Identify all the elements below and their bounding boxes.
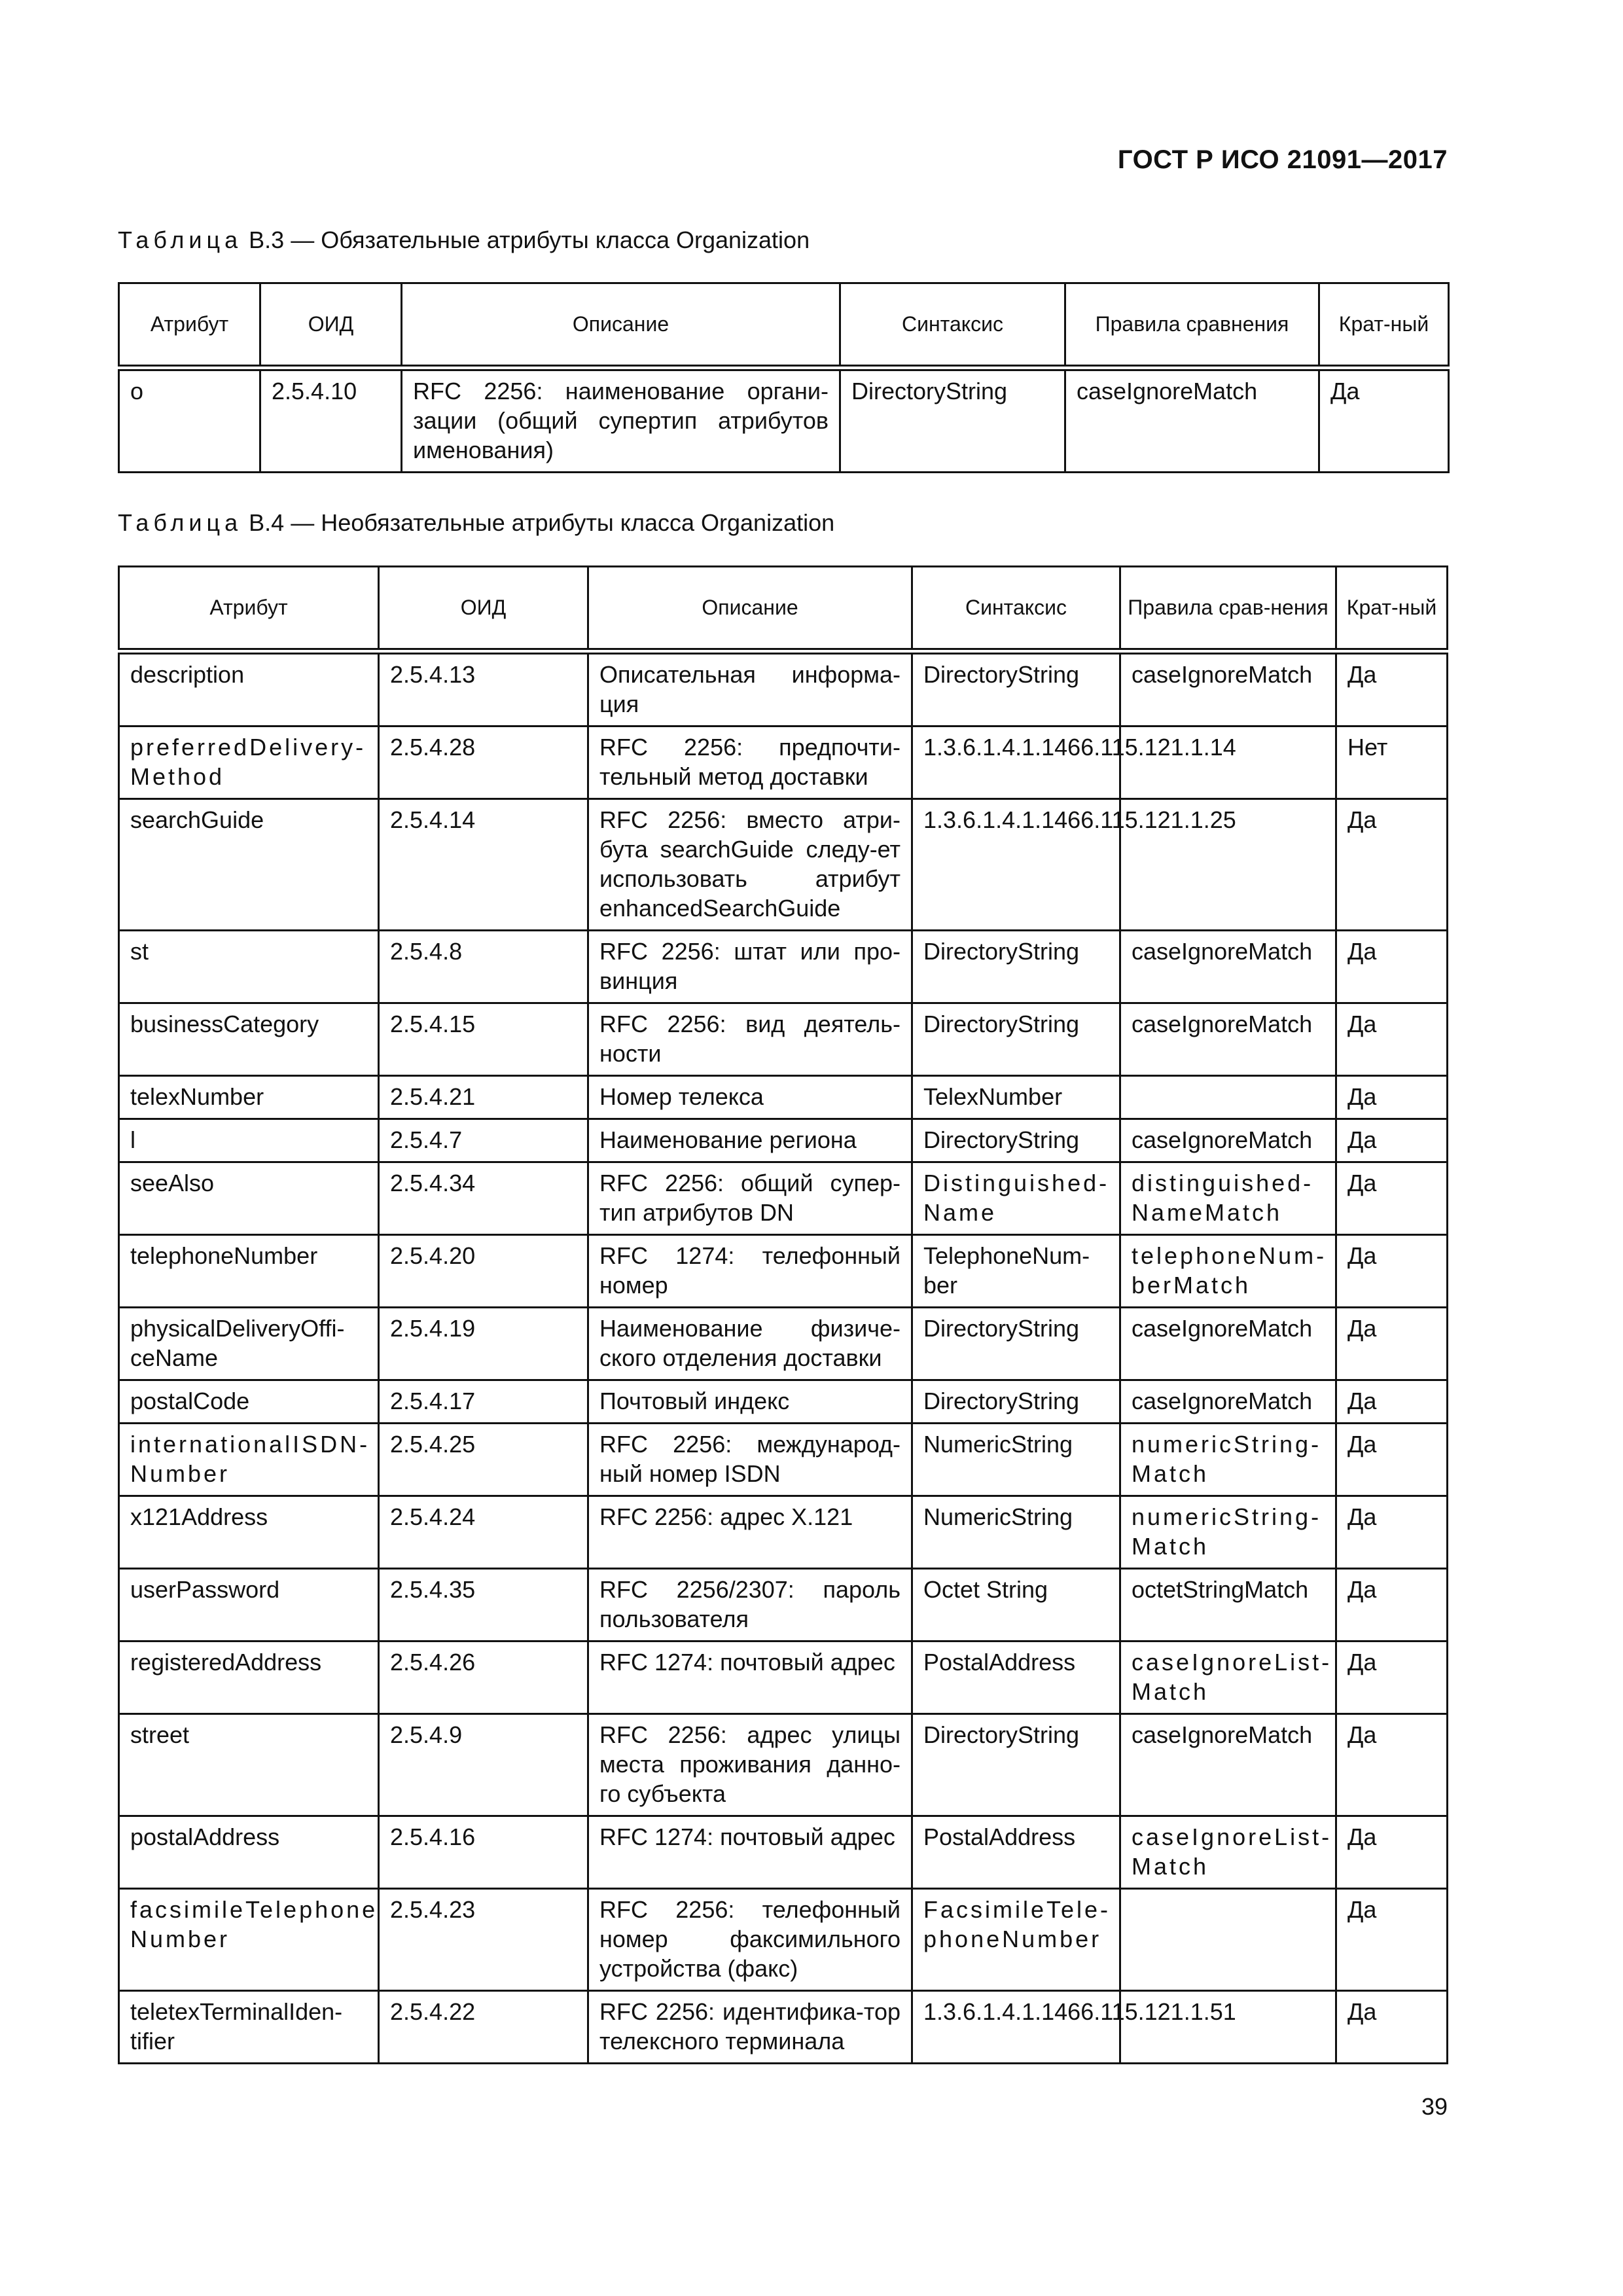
cell-oid: 2.5.4.19 [379, 1307, 588, 1380]
cell-oid: 2.5.4.9 [379, 1713, 588, 1816]
standard-header: ГОСТ Р ИСО 21091—2017 [1117, 145, 1448, 174]
col-header-oid: ОИД [379, 567, 588, 651]
cell-syntax: DirectoryString [912, 1003, 1120, 1075]
cell-syntax: DirectoryString [912, 930, 1120, 1003]
cell-multivalued: Да [1336, 1641, 1448, 1713]
table-row [119, 1119, 1448, 1162]
cell-matching-rule: caseIgnoreMatch [1120, 1119, 1336, 1162]
table-row [119, 1990, 1448, 2063]
cell-multivalued: Да [1336, 1990, 1448, 2063]
cell-attribute: postalCode [119, 1380, 379, 1423]
col-header-syntax: Синтаксис [912, 567, 1120, 651]
cell-oid: 2.5.4.16 [379, 1816, 588, 1888]
cell-syntax: 1.3.6.1.4.1.1466.115.121.1.14 [912, 726, 1120, 798]
cell-multivalued: Да [1336, 1380, 1448, 1423]
table-row [119, 1234, 1448, 1307]
cell-description: RFC 2256: идентифика-тор телексного терминала [588, 1990, 912, 2063]
cell-oid: 2.5.4.20 [379, 1234, 588, 1307]
cell-description: RFC 2256: штат или про-винция [588, 930, 912, 1003]
cell-multivalued: Да [1336, 930, 1448, 1003]
caption-text: B.4 — Необязательные атрибуты класса Organization [249, 509, 835, 536]
cell-oid: 2.5.4.13 [379, 651, 588, 726]
cell-attribute: userPassword [119, 1568, 379, 1641]
cell-attribute: registeredAddress [119, 1641, 379, 1713]
cell-description: RFC 1274: телефонный номер [588, 1234, 912, 1307]
cell-multivalued: Да [1336, 1496, 1448, 1568]
cell-attribute: l [119, 1119, 379, 1162]
cell-matching-rule [1120, 1075, 1336, 1119]
cell-matching-rule: caseIgnoreMatch [1120, 930, 1336, 1003]
cell-oid: 2.5.4.17 [379, 1380, 588, 1423]
cell-attribute: street [119, 1713, 379, 1816]
cell-description: RFC 2256: адрес X.121 [588, 1496, 912, 1568]
table-row [119, 1816, 1448, 1888]
cell-multivalued: Да [1336, 1075, 1448, 1119]
cell-syntax: TelexNumber [912, 1075, 1120, 1119]
col-header-attribute: Атрибут [119, 283, 260, 368]
table-row [119, 1075, 1448, 1119]
table-row [119, 1380, 1448, 1423]
table-b4 [118, 565, 1448, 2064]
cell-syntax: DirectoryString [840, 368, 1065, 473]
cell-matching-rule: numericString-Match [1120, 1496, 1336, 1568]
cell-oid: 2.5.4.24 [379, 1496, 588, 1568]
cell-multivalued: Да [1336, 651, 1448, 726]
cell-matching-rule: numericString-Match [1120, 1423, 1336, 1496]
table-row [119, 726, 1448, 798]
cell-description: RFC 2256: международ-ный номер ISDN [588, 1423, 912, 1496]
caption-word: Таблица [118, 509, 243, 536]
table-row [119, 930, 1448, 1003]
cell-description: Наименование физиче-ского отделения доставки [588, 1307, 912, 1380]
cell-matching-rule: caseIgnoreMatch [1120, 1003, 1336, 1075]
col-header-multivalued: Крат-ный [1319, 283, 1449, 368]
cell-oid: 2.5.4.23 [379, 1888, 588, 1990]
cell-description: RFC 2256: предпочти-тельный метод доставки [588, 726, 912, 798]
table-row [119, 1423, 1448, 1496]
cell-matching-rule: caseIgnoreMatch [1065, 368, 1319, 473]
cell-syntax: DirectoryString [912, 1119, 1120, 1162]
table-b3-caption [118, 226, 810, 254]
cell-description: Номер телекса [588, 1075, 912, 1119]
cell-description: RFC 1274: почтовый адрес [588, 1641, 912, 1713]
cell-attribute: telephoneNumber [119, 1234, 379, 1307]
cell-matching-rule: distinguished-NameMatch [1120, 1162, 1336, 1234]
cell-matching-rule: caseIgnoreMatch [1120, 1307, 1336, 1380]
cell-multivalued: Да [1336, 798, 1448, 930]
cell-syntax: TelephoneNum-ber [912, 1234, 1120, 1307]
cell-description: Почтовый индекс [588, 1380, 912, 1423]
col-header-syntax: Синтаксис [840, 283, 1065, 368]
cell-syntax: DirectoryString [912, 1380, 1120, 1423]
cell-attribute: o [119, 368, 260, 473]
cell-matching-rule: caseIgnoreList-Match [1120, 1816, 1336, 1888]
cell-oid: 2.5.4.22 [379, 1990, 588, 2063]
table-row [119, 1003, 1448, 1075]
cell-multivalued: Да [1336, 1423, 1448, 1496]
cell-syntax: DirectoryString [912, 1307, 1120, 1380]
cell-attribute: physicalDeliveryOffi-ceName [119, 1307, 379, 1380]
table-row [119, 1888, 1448, 1990]
cell-matching-rule: caseIgnoreList-Match [1120, 1641, 1336, 1713]
cell-matching-rule: caseIgnoreMatch [1120, 1713, 1336, 1816]
table-row [119, 798, 1448, 930]
table-b3 [118, 282, 1450, 473]
cell-matching-rule: caseIgnoreMatch [1120, 651, 1336, 726]
col-header-oid: ОИД [260, 283, 402, 368]
cell-attribute: postalAddress [119, 1816, 379, 1888]
table-b4-caption [118, 509, 834, 537]
col-header-description: Описание [402, 283, 840, 368]
cell-multivalued: Да [1336, 1119, 1448, 1162]
cell-syntax: PostalAddress [912, 1816, 1120, 1888]
table-header-row [119, 567, 1448, 651]
cell-attribute: internationalISDN-Number [119, 1423, 379, 1496]
cell-oid: 2.5.4.8 [379, 930, 588, 1003]
cell-multivalued: Да [1319, 368, 1449, 473]
table-row [119, 1568, 1448, 1641]
cell-syntax: DirectoryString [912, 651, 1120, 726]
cell-description: RFC 2256: вид деятель-ности [588, 1003, 912, 1075]
cell-matching-rule: octetStringMatch [1120, 1568, 1336, 1641]
cell-multivalued: Да [1336, 1816, 1448, 1888]
cell-multivalued: Да [1336, 1162, 1448, 1234]
cell-attribute: seeAlso [119, 1162, 379, 1234]
cell-attribute: st [119, 930, 379, 1003]
cell-matching-rule: caseIgnoreMatch [1120, 1380, 1336, 1423]
col-header-description: Описание [588, 567, 912, 651]
cell-attribute: telexNumber [119, 1075, 379, 1119]
cell-oid: 2.5.4.15 [379, 1003, 588, 1075]
cell-multivalued: Да [1336, 1888, 1448, 1990]
table-row [119, 1162, 1448, 1234]
table-row [119, 651, 1448, 726]
cell-multivalued: Да [1336, 1003, 1448, 1075]
cell-syntax: 1.3.6.1.4.1.1466.115.121.1.51 [912, 1990, 1120, 2063]
table-row [119, 1496, 1448, 1568]
caption-word: Таблица [118, 226, 243, 253]
cell-attribute: description [119, 651, 379, 726]
cell-syntax: FacsimileTele-phoneNumber [912, 1888, 1120, 1990]
cell-syntax: NumericString [912, 1423, 1120, 1496]
cell-description: RFC 2256: вместо атри-бута searchGuide следу-ет использовать атрибут enhancedSearchGuide [588, 798, 912, 930]
cell-description: RFC 2256: наименование органи-зации (общий супертип атрибутов именования) [402, 368, 840, 473]
cell-syntax: NumericString [912, 1496, 1120, 1568]
cell-oid: 2.5.4.35 [379, 1568, 588, 1641]
cell-syntax: Octet String [912, 1568, 1120, 1641]
col-header-attribute: Атрибут [119, 567, 379, 651]
cell-syntax: DirectoryString [912, 1713, 1120, 1816]
col-header-matching-rules: Правила сравнения [1065, 283, 1319, 368]
cell-oid: 2.5.4.14 [379, 798, 588, 930]
table-row [119, 1641, 1448, 1713]
cell-attribute: preferredDelivery-Method [119, 726, 379, 798]
caption-text: B.3 — Обязательные атрибуты класса Organization [249, 226, 810, 253]
page-number: 39 [1421, 2093, 1448, 2120]
table-row [119, 368, 1449, 473]
col-header-multivalued: Крат-ный [1336, 567, 1448, 651]
cell-multivalued: Да [1336, 1713, 1448, 1816]
cell-oid: 2.5.4.10 [260, 368, 402, 473]
table-row [119, 1713, 1448, 1816]
cell-attribute: searchGuide [119, 798, 379, 930]
cell-oid: 2.5.4.28 [379, 726, 588, 798]
cell-attribute: x121Address [119, 1496, 379, 1568]
cell-multivalued: Нет [1336, 726, 1448, 798]
cell-oid: 2.5.4.26 [379, 1641, 588, 1713]
cell-attribute: businessCategory [119, 1003, 379, 1075]
cell-description: RFC 1274: почтовый адрес [588, 1816, 912, 1888]
cell-description: Описательная информа-ция [588, 651, 912, 726]
cell-multivalued: Да [1336, 1234, 1448, 1307]
cell-oid: 2.5.4.34 [379, 1162, 588, 1234]
cell-oid: 2.5.4.25 [379, 1423, 588, 1496]
cell-matching-rule: telephoneNum-berMatch [1120, 1234, 1336, 1307]
table-row [119, 1307, 1448, 1380]
cell-description: RFC 2256: общий супер-тип атрибутов DN [588, 1162, 912, 1234]
col-header-matching-rules: Правила срав-нения [1120, 567, 1336, 651]
cell-syntax: Distinguished-Name [912, 1162, 1120, 1234]
cell-description: RFC 2256/2307: пароль пользователя [588, 1568, 912, 1641]
cell-matching-rule [1120, 1888, 1336, 1990]
table-header-row [119, 283, 1449, 368]
cell-description: RFC 2256: адрес улицы места проживания данно-го субъекта [588, 1713, 912, 1816]
cell-oid: 2.5.4.21 [379, 1075, 588, 1119]
cell-attribute: teletexTerminalIden-tifier [119, 1990, 379, 2063]
cell-syntax: PostalAddress [912, 1641, 1120, 1713]
cell-description: RFC 2256: телефонный номер факсимильного устройства (факс) [588, 1888, 912, 1990]
cell-attribute: facsimileTelephone Number [119, 1888, 379, 1990]
cell-multivalued: Да [1336, 1568, 1448, 1641]
cell-syntax: 1.3.6.1.4.1.1466.115.121.1.25 [912, 798, 1120, 930]
cell-multivalued: Да [1336, 1307, 1448, 1380]
cell-oid: 2.5.4.7 [379, 1119, 588, 1162]
cell-description: Наименование региона [588, 1119, 912, 1162]
